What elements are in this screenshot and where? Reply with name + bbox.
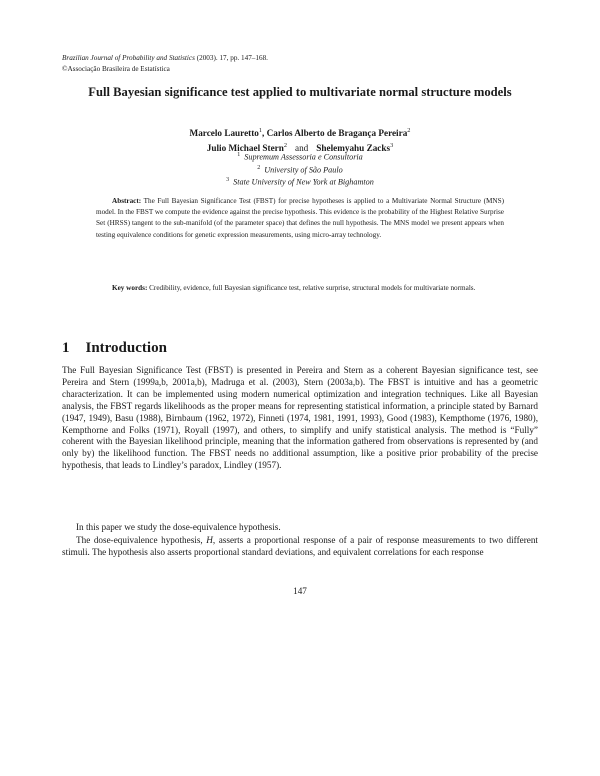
author-name: Julio Michael Stern: [206, 142, 284, 153]
affiliation-marker: 2: [257, 164, 261, 171]
author-name: Shelemyahu Zacks: [316, 142, 391, 153]
author-conjunction: and: [295, 142, 309, 153]
paragraph-text: The dose-equivalence hypothesis,: [76, 535, 207, 545]
page-number: 147: [293, 586, 307, 596]
affiliation-marker: 1: [237, 152, 241, 158]
abstract-text: The Full Bayesian Significance Test (FBST) for precise hypotheses is applied to a Multivariate Normal Structure (MNS) model. In the FBST we compute the evidence against the precise hypothesis. This evidence is the probability of the Highest Relative Surprise Set (HRSS) tangent to the sub-manifold (of the parameter space) that defines the null hypothesis. The MNS model we present appears when testing equivalence conditions for genetic expression measurements, using micro-array technology.: [96, 197, 504, 239]
journal-header: [62, 53, 268, 75]
abstract-label: Abstract:: [112, 197, 142, 205]
author-affiliation-marker: 1: [258, 127, 263, 134]
author-affiliation-marker: 3: [390, 141, 394, 149]
affiliation-name: State University of New York at Bighamton: [233, 178, 374, 188]
keywords: [96, 283, 504, 294]
keywords-label: Key words:: [112, 284, 148, 292]
author-affiliation-marker: 2: [283, 141, 288, 149]
journal-citation: [62, 53, 268, 64]
author-separator: ,: [262, 128, 265, 139]
author-line-1: [70, 125, 530, 140]
affiliation: [70, 150, 530, 163]
body-paragraph: In this paper we study the dose-equivalence hypothesis.: [76, 522, 281, 532]
affiliation-name: Supremum Assessoria e Consultoria: [244, 152, 363, 162]
body-paragraph: [62, 535, 538, 559]
hypothesis-symbol: H: [206, 535, 213, 545]
keywords-text: Credibility, evidence, full Bayesian significance test, relative surprise, structural models for multivariate normals.: [147, 284, 476, 292]
journal-copyright: ©Associação Brasileira de Estatística: [62, 65, 170, 73]
affiliation: [70, 163, 530, 176]
section-heading: [62, 339, 167, 357]
paragraph-text: , asserts a proportional response of a pair of response measurements to two different stimuli. The hypothesis also asserts proportional standard deviations, and equivalent correlations for each response: [62, 535, 538, 557]
affiliation-marker: 3: [226, 177, 230, 184]
abstract: [96, 196, 504, 241]
paper-title: Full Bayesian significance test applied to multivariate normal structure models: [88, 85, 512, 99]
author-name: Marcelo Lauretto: [189, 128, 259, 139]
affiliation: [70, 175, 530, 188]
journal-name: Brazilian Journal of Probability and Statistics: [62, 54, 195, 62]
author-affiliation-marker: 2: [407, 127, 411, 134]
section-number: 1: [62, 340, 70, 356]
section-title: Introduction: [85, 340, 167, 356]
affiliation-list: [70, 150, 530, 188]
affiliation-name: University of São Paulo: [264, 165, 343, 175]
body-paragraph: The Full Bayesian Significance Test (FBST) is presented in Pereira and Stern as a coherent Bayesian significance test, see Pereira and Stern (1999a,b, 2001a,b), Madruga et al. (2003), Stern (2003a,b). The FBST is intuitive and has a geometric characterization. It can be implemented using modern numerical optimization and integration techniques. Like all Bayesian analysis, the FBST regards likelihoods as the proper means for representing statistical information, a principle stated by Barnard (1947, 1949), Basu (1988), Birnbaum (1962, 1972), Finneti (1974, 1981, 1991, 1993), Good (1983), Kempthome (1976, 1980), Kempthorne and Folks (1971), Royall (1997), and others, to simplify and unify statistical analysis. The method is “Fully” coherent with the Bayesian likelihood principle, meaning that the information gathered from observations is represented by (and only by) the likelihood function. The FBST needs no additional assumption, like a positive prior probability of the precise hypothesis, that leads to Lindley’s paradox, Lindley (1957).: [62, 365, 538, 471]
journal-volume-pages: (2003). 17, pp. 147–168.: [194, 54, 268, 62]
author-name: Carlos Alberto de Bragança Pereira: [264, 128, 408, 139]
